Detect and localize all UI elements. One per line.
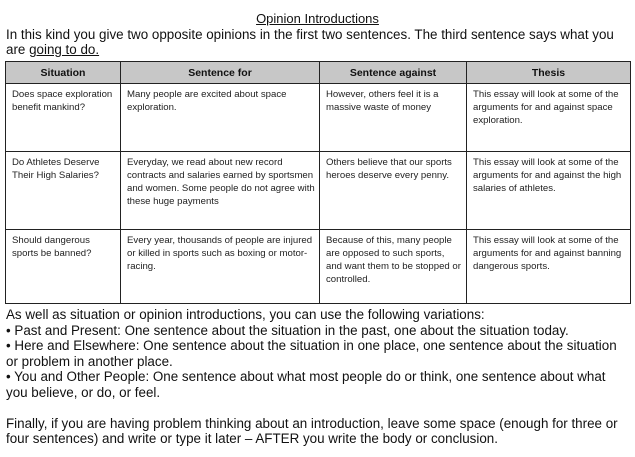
cell-thesis: This essay will look at some of the arguments for and against the high salaries of athletes. — [467, 152, 631, 230]
cell-situation: Do Athletes Deserve Their High Salaries? — [6, 152, 121, 230]
cell-situation: Does space exploration benefit mankind? — [6, 84, 121, 152]
variations-intro: As well as situation or opinion introductions, you can use the following variations: — [6, 307, 485, 322]
table-header-row — [6, 62, 631, 84]
cell-situation: Should dangerous sports be banned? — [6, 230, 121, 304]
cell-sentence-for: Many people are excited about space exploration. — [121, 84, 320, 152]
table-row — [6, 84, 631, 152]
finally-paragraph: Finally, if you are having problem thinking about an introduction, leave some space (enough for three or four sentences) and write or type it later – AFTER you write the body or conclusion. — [6, 415, 618, 447]
table-row — [6, 152, 631, 230]
body-section — [6, 307, 630, 447]
cell-sentence-for: Everyday, we read about new record contracts and salaries earned by sportsmen and women. Some people do not agree with these huge payments — [121, 152, 320, 230]
variation-item: • Past and Present: One sentence about the situation in the past, one about the situation today. — [6, 322, 569, 338]
header-thesis: Thesis — [467, 62, 631, 84]
cell-sentence-against: However, others feel it is a massive waste of money — [320, 84, 467, 152]
table-row — [6, 230, 631, 304]
header-sentence-for: Sentence for — [121, 62, 320, 84]
intro-paragraph — [6, 27, 628, 57]
intro-text: In this kind you give two opposite opinions in the first two sentences. The third sentence says what you are — [6, 27, 614, 57]
cell-thesis: This essay will look at some of the arguments for and against banning dangerous sports. — [467, 230, 631, 304]
cell-sentence-against: Others believe that our sports heroes deserve every penny. — [320, 152, 467, 230]
header-sentence-against: Sentence against — [320, 62, 467, 84]
cell-thesis: This essay will look at some of the arguments for and against space exploration. — [467, 84, 631, 152]
cell-sentence-for: Every year, thousands of people are injured or killed in sports such as boxing or motor-racing. — [121, 230, 320, 304]
variation-item: • Here and Elsewhere: One sentence about the situation in one place, one sentence about the situation or problem in another place. — [6, 338, 617, 369]
header-situation: Situation — [6, 62, 121, 84]
intro-underlined-text: going to do. — [29, 42, 100, 57]
opinion-table — [5, 61, 631, 304]
cell-sentence-against: Because of this, many people are opposed to such sports, and want them to be stopped or controlled. — [320, 230, 467, 304]
variation-item: • You and Other People: One sentence about what most people do or think, one sentence about what you believe, or do, or feel. — [6, 369, 606, 400]
page-title: Opinion Introductions — [256, 11, 379, 26]
